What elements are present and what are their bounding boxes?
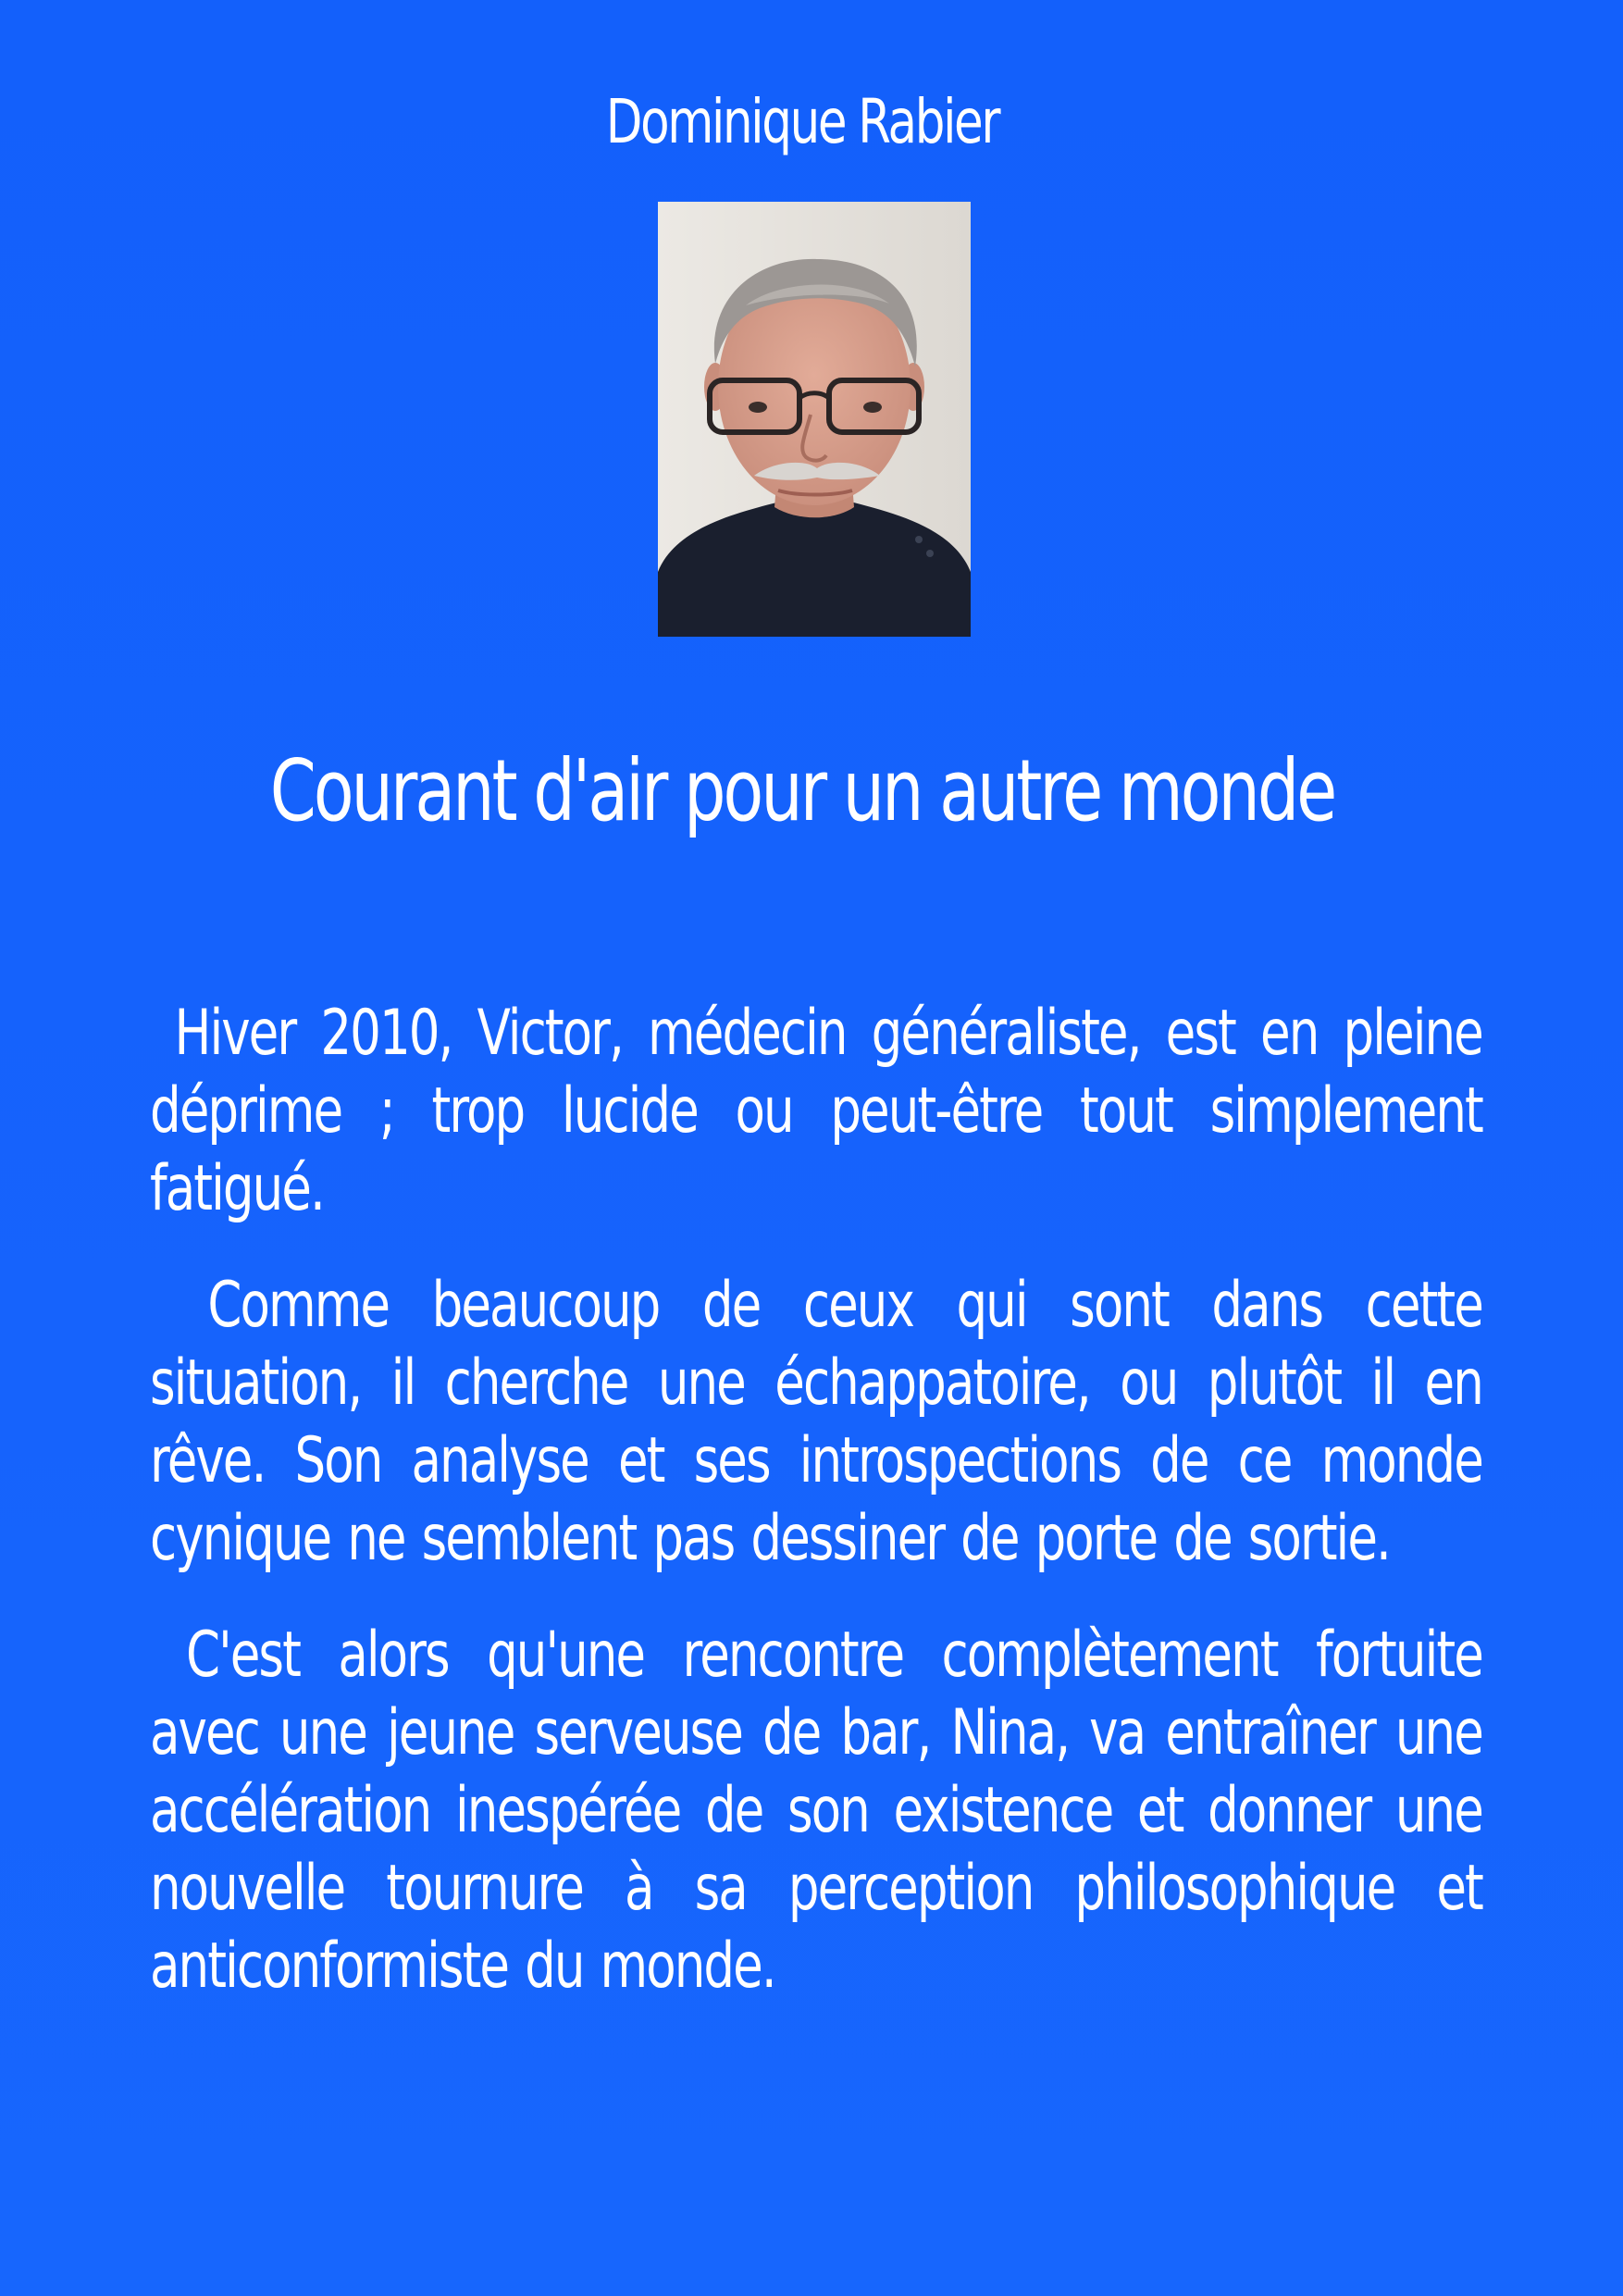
author-portrait [658, 202, 971, 637]
book-summary [150, 995, 1482, 2044]
summary-paragraph: C'est alors qu'une rencontre complètement fortuite avec une jeune serveuse de bar, Nina, va entraîner une accélération inespérée de son existence et donner une nouvelle tournure à sa perception philosophique et anticonformiste du monde. [150, 1619, 1482, 2003]
author-portrait-photo-icon [658, 202, 971, 637]
book-title: Courant d'air pour un autre monde [269, 741, 1335, 840]
summary-paragraph: Hiver 2010, Victor, médecin généraliste, est en pleine déprime ; trop lucide ou peut-être tout simplement fatigué. [150, 997, 1482, 1225]
summary-paragraph: Comme beaucoup de ceux qui sont dans cette situation, il cherche une échappatoire, ou plutôt il en rêve. Son analyse et ses introspections de ce monde cynique ne semblent pas dessiner de porte de sortie. [150, 1269, 1482, 1575]
author-name: Dominique Rabier [605, 86, 999, 157]
